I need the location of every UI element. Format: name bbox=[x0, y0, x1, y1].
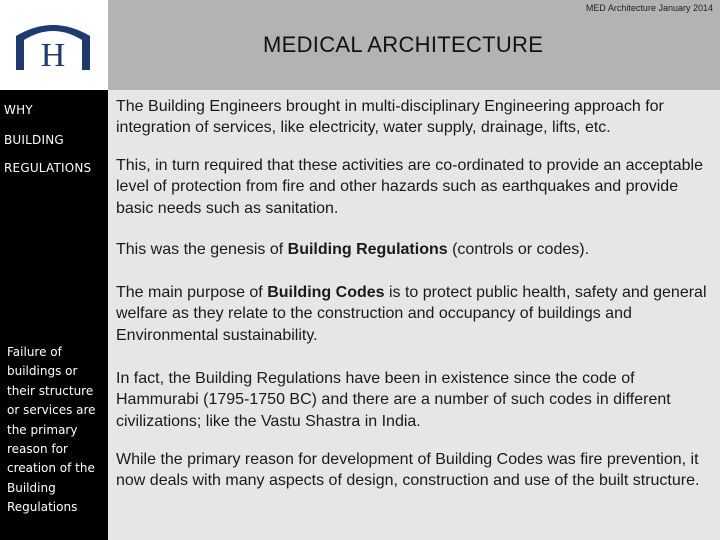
paragraph-text: is to protect public health, safety and general welfare as they relate to the construction and occupancy of buildings and Environmental sustainability. bbox=[116, 284, 707, 344]
sidebar-note: Failure of buildings or their structure or services are the primary reason for creation of the Building Regulations bbox=[7, 345, 96, 515]
sidebar-heading-line: BUILDING bbox=[4, 133, 64, 147]
paragraph: This, in turn required that these activities are co-ordinated to provide an acceptable level of protection from fire and other hazards such as earthquakes and provide basic needs such as sanitation. bbox=[116, 157, 703, 217]
paragraph bbox=[116, 282, 712, 346]
paragraph-text: The main purpose of bbox=[116, 284, 268, 301]
paragraph-text: (controls or codes). bbox=[447, 241, 590, 258]
sidebar-heading-line: REGULATIONS bbox=[4, 161, 92, 175]
paragraph-bold: Building Regulations bbox=[287, 241, 448, 258]
page-title: MEDICAL ARCHITECTURE bbox=[263, 32, 544, 57]
header-meta: MED Architecture January 2014 bbox=[585, 3, 713, 13]
paragraph: The Building Engineers brought in multi-disciplinary Engineering approach for integration of services, like electricity, water supply, drainage, lifts, etc. bbox=[116, 98, 664, 137]
paragraph-bold: Building Codes bbox=[267, 284, 385, 301]
paragraph: In fact, the Building Regulations have been in existence since the code of Hammurabi (1795-1750 BC) and there are a number of such codes in different civilizations; like the Vastu Shastra in India. bbox=[116, 370, 671, 430]
paragraph: While the primary reason for development of Building Codes was fire prevention, it now deals with many aspects of design, construction and use of the built structure. bbox=[116, 451, 700, 490]
header-band bbox=[108, 0, 720, 90]
paragraph-text: This was the genesis of bbox=[116, 241, 288, 258]
logo-box bbox=[0, 0, 108, 90]
sidebar-heading-line: WHY bbox=[4, 103, 33, 117]
paragraph bbox=[116, 239, 589, 260]
h-monogram-logo-icon bbox=[14, 22, 92, 72]
logo-letter: H bbox=[40, 37, 66, 72]
sidebar bbox=[0, 0, 108, 540]
